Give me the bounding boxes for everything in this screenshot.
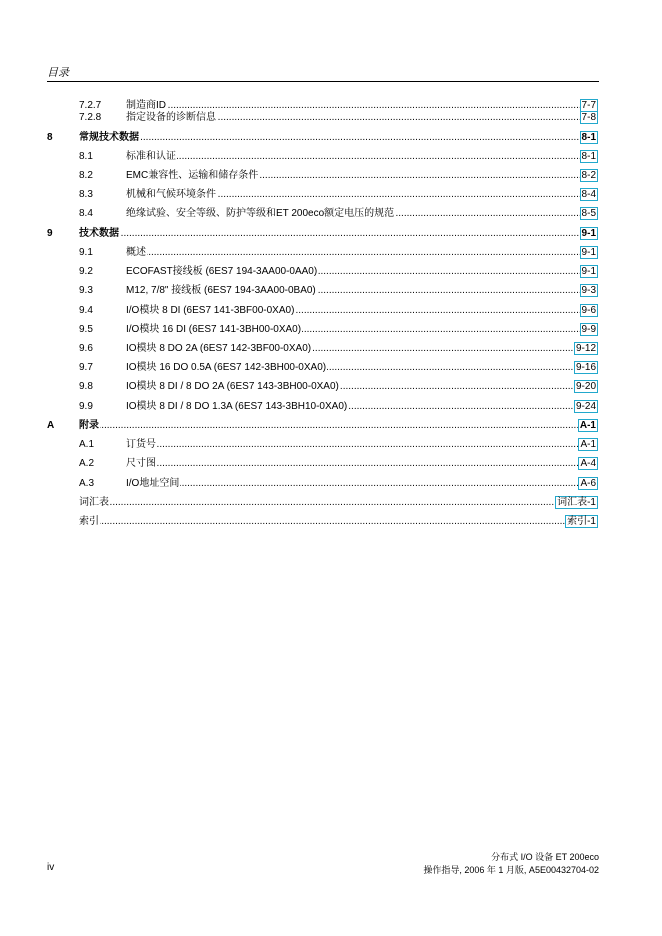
toc-page-link[interactable]: A-4 xyxy=(580,458,596,469)
toc-page-link[interactable]: 8-2 xyxy=(581,170,596,181)
toc-page-link[interactable]: 索引-1 xyxy=(567,516,596,527)
toc-page-link[interactable]: 9-24 xyxy=(575,401,596,412)
toc-dot-leader xyxy=(79,131,596,144)
toc-entry-title[interactable]: 标准和认证 xyxy=(126,151,176,162)
toc-entry-title[interactable]: 尺寸图 xyxy=(126,458,156,469)
toc-entry[interactable] xyxy=(0,188,662,202)
toc-entry-number: 9.5 xyxy=(79,324,93,335)
toc-entry[interactable] xyxy=(0,111,662,125)
toc-entry[interactable] xyxy=(0,323,662,337)
toc-dot-leader xyxy=(126,457,596,470)
toc-page-link[interactable]: 9-1 xyxy=(581,228,596,239)
toc-entry-title[interactable]: 绝缘试验、安全等级、防护等级和ET 200eco额定电压的规范 xyxy=(126,208,395,219)
toc-entry-title[interactable]: IO模块 8 DI / 8 DO 1.3A (6ES7 143-3BH10-0XA0) xyxy=(126,401,348,412)
toc-entry-number: 9.9 xyxy=(79,401,93,412)
toc-entry[interactable] xyxy=(0,227,662,241)
toc-entry-title[interactable]: 索引 xyxy=(79,516,99,527)
toc-entry-number: 9.7 xyxy=(79,362,93,373)
toc-entry-number: A.3 xyxy=(79,478,95,489)
toc-entry[interactable] xyxy=(0,438,662,452)
toc-page-link[interactable]: 8-1 xyxy=(581,132,596,143)
toc-entry[interactable] xyxy=(0,361,662,375)
toc-entry[interactable] xyxy=(0,342,662,356)
toc-entry[interactable] xyxy=(0,284,662,298)
toc-entry-number: 9.3 xyxy=(79,285,93,296)
toc-page-link[interactable]: 8-4 xyxy=(581,189,596,200)
toc-entry-title[interactable]: 常规技术数据 xyxy=(79,132,139,143)
toc-dot-leader xyxy=(79,496,596,509)
toc-entry-number: 8.1 xyxy=(79,151,93,162)
toc-entry-number: A.1 xyxy=(79,439,95,450)
toc-entry-title[interactable]: IO模块 8 DI / 8 DO 2A (6ES7 143-3BH00-0XA0) xyxy=(126,381,339,392)
toc-page-link[interactable]: 9-9 xyxy=(581,324,596,335)
toc-page-link[interactable]: 7-7 xyxy=(581,100,596,111)
footer-page-number: iv xyxy=(47,862,55,873)
toc-entry-title[interactable]: 技术数据 xyxy=(79,228,119,239)
toc-page-link[interactable]: A-1 xyxy=(579,420,596,431)
toc-entry-title[interactable]: 词汇表 xyxy=(79,497,109,508)
toc-entry-title[interactable]: 概述 xyxy=(126,247,146,258)
footer-product: 分布式 I/O 设备 ET 200eco xyxy=(491,852,599,862)
toc-entry-number: 8.2 xyxy=(79,170,93,181)
toc-entry[interactable] xyxy=(0,515,662,529)
toc-entry-number: 9.2 xyxy=(79,266,93,277)
toc-entry-number: 9 xyxy=(47,228,53,239)
footer-info xyxy=(423,851,599,877)
toc-page-link[interactable]: 9-1 xyxy=(581,247,596,258)
toc-dot-leader xyxy=(79,515,596,528)
toc-entry[interactable] xyxy=(0,419,662,433)
toc-entry-title[interactable]: 制造商ID xyxy=(126,100,166,111)
toc-entry-number: 7.2.8 xyxy=(79,112,102,123)
toc-entry-title[interactable]: M12, 7/8" 接线板 (6ES7 194-3AA00-0BA0) xyxy=(126,285,316,296)
toc-entry-title[interactable]: ECOFAST接线板 (6ES7 194-3AA00-0AA0) xyxy=(126,266,318,277)
toc-entry-number: 8 xyxy=(47,132,53,143)
toc-entry-title[interactable]: IO模块 16 DO 0.5A (6ES7 142-3BH00-0XA0) xyxy=(126,362,327,373)
toc-entry[interactable] xyxy=(0,207,662,221)
toc-page-link[interactable]: 9-12 xyxy=(575,343,596,354)
toc-page-link[interactable]: 9-1 xyxy=(581,266,596,277)
toc-dot-leader xyxy=(79,227,596,240)
toc-entry[interactable] xyxy=(0,380,662,394)
toc-page-link[interactable]: 9-6 xyxy=(581,305,596,316)
toc-dot-leader xyxy=(126,477,596,490)
toc-entry-number: A.2 xyxy=(79,458,95,469)
toc-page-link[interactable]: 词汇表-1 xyxy=(557,497,596,508)
toc-page-link[interactable]: 8-5 xyxy=(581,208,596,219)
toc-page-link[interactable]: 8-1 xyxy=(581,151,596,162)
toc-entry[interactable] xyxy=(0,131,662,145)
toc-entry-title[interactable]: I/O地址空间 xyxy=(126,478,180,489)
toc-entry[interactable] xyxy=(0,150,662,164)
toc-entry[interactable] xyxy=(0,477,662,491)
toc-entry-title[interactable]: I/O模块 8 DI (6ES7 141-3BF00-0XA0) xyxy=(126,305,295,316)
toc-entry-number: 9.4 xyxy=(79,305,93,316)
toc-entry[interactable] xyxy=(0,246,662,260)
toc-entry[interactable] xyxy=(0,457,662,471)
toc-page-link[interactable]: 9-16 xyxy=(575,362,596,373)
footer-manual: 操作指导, 2006 年 1 月版, A5E00432704-02 xyxy=(423,865,599,875)
toc-entry[interactable] xyxy=(0,169,662,183)
toc-entry-number: 8.3 xyxy=(79,189,93,200)
toc-dot-leader xyxy=(126,150,596,163)
toc-entry-number: 7.2.7 xyxy=(79,100,102,111)
toc-entry-number: 9.6 xyxy=(79,343,93,354)
toc-entry-title[interactable]: I/O模块 16 DI (6ES7 141-3BH00-0XA0) xyxy=(126,324,302,335)
toc-entry-title[interactable]: IO模块 8 DO 2A (6ES7 142-3BF00-0XA0) xyxy=(126,343,312,354)
toc-entry-title[interactable]: 机械和气候环境条件 xyxy=(126,189,216,200)
toc-dot-leader xyxy=(79,419,596,432)
toc-entry-number: A xyxy=(47,420,55,431)
toc-dot-leader xyxy=(126,246,596,259)
toc-page-link[interactable]: 9-3 xyxy=(581,285,596,296)
toc-page-link[interactable]: 7-8 xyxy=(581,112,596,123)
toc-dot-leader xyxy=(126,438,596,451)
toc-entry[interactable] xyxy=(0,265,662,279)
toc-entry-title[interactable]: EMC兼容性、运输和储存条件 xyxy=(126,170,259,181)
toc-entry[interactable] xyxy=(0,496,662,510)
toc-entry-title[interactable]: 指定设备的诊断信息 xyxy=(126,112,216,123)
toc-page-link[interactable]: A-1 xyxy=(580,439,596,450)
toc-entry-number: 8.4 xyxy=(79,208,93,219)
toc-entry[interactable] xyxy=(0,304,662,318)
toc-entry-number: 9.8 xyxy=(79,381,93,392)
toc-entry-number: 9.1 xyxy=(79,247,93,258)
toc-page-link[interactable]: 9-20 xyxy=(575,381,596,392)
toc-entry[interactable] xyxy=(0,400,662,414)
header-title: 目录 xyxy=(47,67,69,79)
toc-page-link[interactable]: A-6 xyxy=(580,478,596,489)
toc-entry-title[interactable]: 附录 xyxy=(79,420,99,431)
toc-entry-title[interactable]: 订货号 xyxy=(126,439,156,450)
